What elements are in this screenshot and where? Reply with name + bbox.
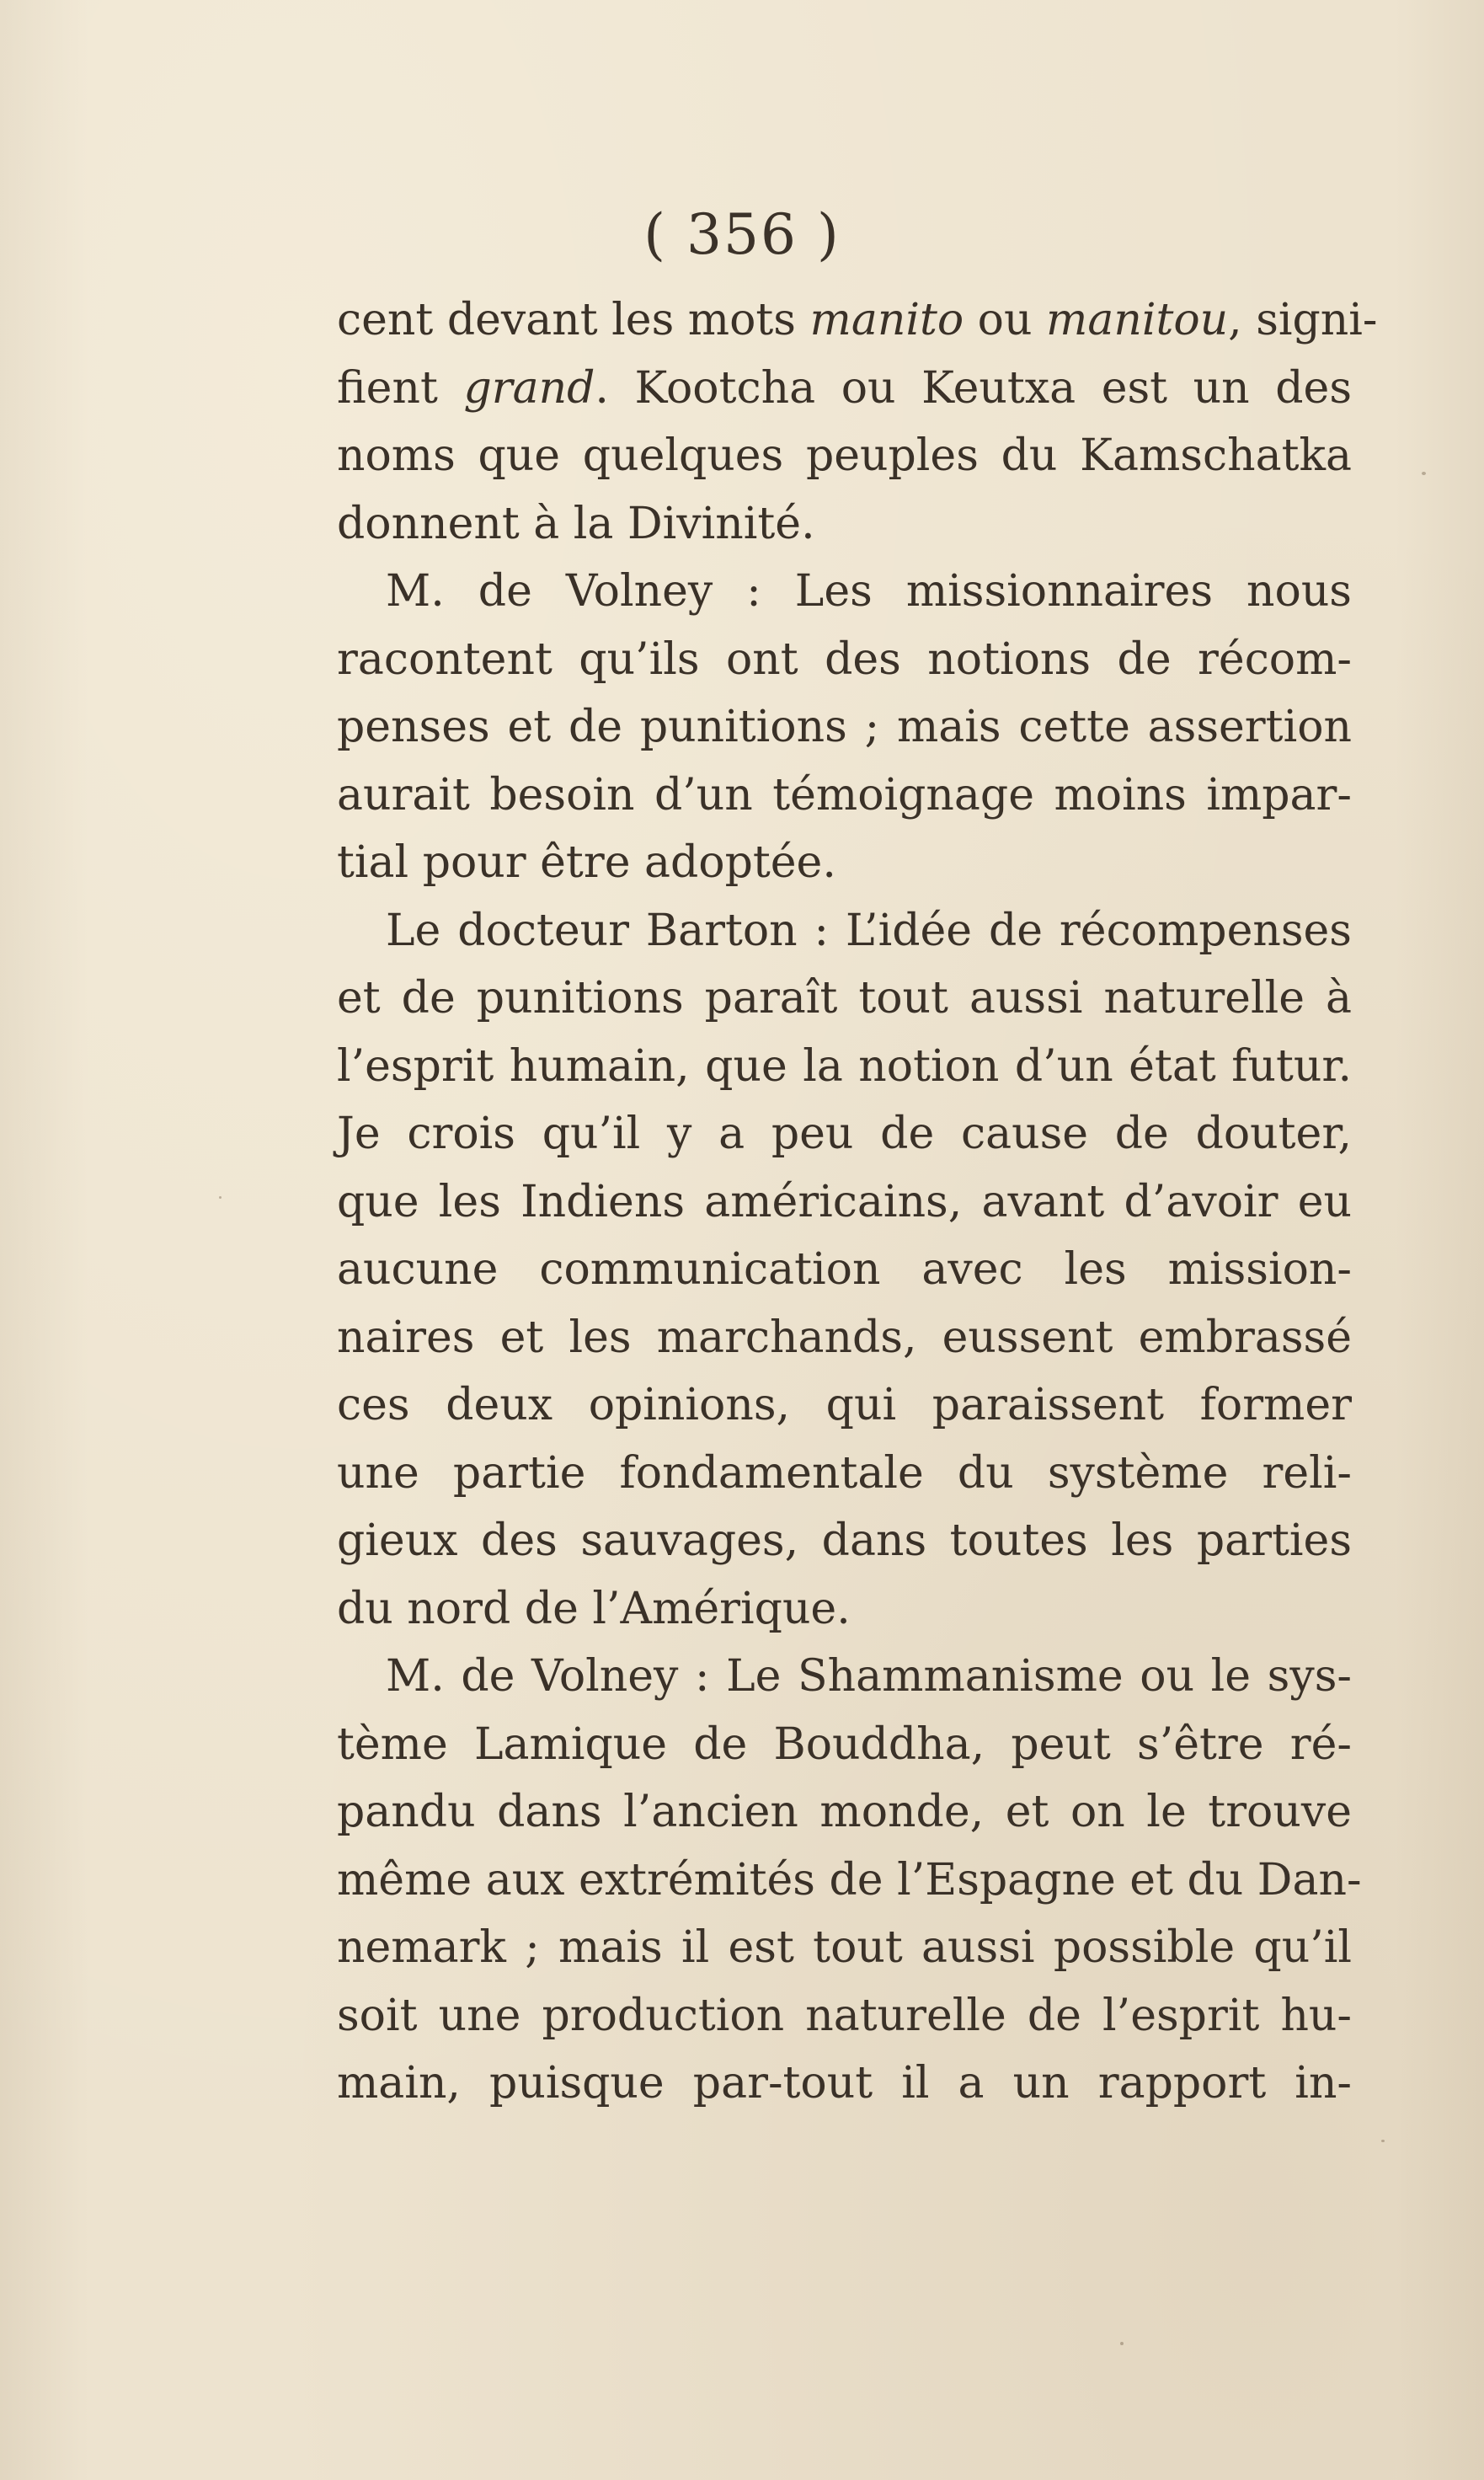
text-line <box>337 1507 1352 1575</box>
text-line <box>337 1236 1352 1304</box>
text-line <box>337 1643 1352 1711</box>
text-line <box>337 1982 1352 2050</box>
text-line <box>337 1914 1352 1982</box>
text-segment: noms que quelques peuples du Kamschatka <box>337 430 1352 481</box>
text-line <box>337 626 1352 694</box>
text-segment: nemark ; mais il est tout aussi possible qu’il <box>337 1922 1352 1973</box>
italic-word: manitou <box>1046 295 1229 345</box>
text-segment: donnent à la Divinité. <box>337 498 815 549</box>
paper-speck <box>219 1196 222 1199</box>
text-line <box>337 1778 1352 1847</box>
text-segment: penses et de punitions ; mais cette assertion <box>337 702 1352 752</box>
text-segment: racontent qu’ils ont des notions de récom- <box>337 633 1352 685</box>
paper-speck <box>1422 472 1426 475</box>
text-line <box>337 1033 1352 1101</box>
text-segment: aurait besoin d’un témoignage moins impar- <box>337 769 1352 820</box>
text-line <box>337 829 1352 897</box>
page-number: ( 356 ) <box>643 202 841 267</box>
text-segment: soit une production naturelle de l’esprit hu- <box>337 1990 1352 2041</box>
text-line <box>337 490 1352 559</box>
text-line <box>337 965 1352 1033</box>
text-segment: une partie fondamentale du système reli- <box>337 1447 1352 1499</box>
text-line <box>337 897 1352 965</box>
text-line <box>337 558 1352 626</box>
text-line <box>337 1711 1352 1779</box>
text-segment: . Kootcha ou Keutxa est un des <box>595 362 1353 414</box>
text-segment: même aux extrémités de l’Espagne et du Dan- <box>337 1854 1362 1905</box>
text-segment: tème Lamique de Bouddha, peut s’être ré- <box>337 1718 1352 1770</box>
text-line <box>337 1440 1352 1508</box>
text-segment: M. de Volney : Les missionnaires nous <box>386 566 1352 617</box>
text-line <box>337 1304 1352 1372</box>
text-segment: , signi- <box>1228 295 1378 345</box>
text-segment: cent devant les mots <box>337 295 810 345</box>
text-segment: et de punitions paraît tout aussi naturelle à <box>337 973 1352 1024</box>
text-line <box>337 1371 1352 1440</box>
text-segment: pandu dans l’ancien monde, et on le trouve <box>337 1787 1352 1837</box>
text-line <box>337 762 1352 830</box>
text-line <box>337 355 1352 423</box>
text-segment: aucune communication avec les mission- <box>337 1244 1352 1295</box>
text-segment: naires et les marchands, eussent embrassé <box>337 1312 1352 1363</box>
text-segment: ces deux opinions, qui paraissent former <box>337 1380 1352 1430</box>
paper-speck <box>1120 2342 1124 2345</box>
text-segment: M. de Volney : Le Shammanisme ou le sys- <box>386 1651 1352 1702</box>
body-text <box>337 286 1378 2118</box>
text-segment: que les Indiens américains, avant d’avoir eu <box>337 1176 1352 1227</box>
text-line <box>337 1100 1352 1168</box>
text-line <box>337 1847 1362 1915</box>
text-line <box>337 1575 1352 1644</box>
text-segment: Le docteur Barton : L’idée de récompenses <box>386 905 1352 956</box>
text-segment: du nord de l’Amérique. <box>337 1583 851 1634</box>
text-segment: fient <box>337 362 464 414</box>
text-line <box>337 693 1352 762</box>
italic-word: grand <box>463 362 595 414</box>
text-line <box>337 422 1352 490</box>
text-segment: l’esprit humain, que la notion d’un état futur. <box>337 1040 1352 1092</box>
text-segment: Je crois qu’il y a peu de cause de douter, <box>337 1109 1352 1159</box>
text-line <box>337 286 1378 355</box>
text-line <box>337 1168 1352 1237</box>
paper-speck <box>1381 2140 1385 2142</box>
text-segment: tial pour être adoptée. <box>337 837 836 888</box>
italic-word: manito <box>809 295 964 345</box>
text-segment: gieux des sauvages, dans toutes les parties <box>337 1515 1352 1566</box>
text-line <box>337 2050 1352 2118</box>
text-segment: ou <box>964 295 1047 345</box>
text-segment: main, puisque par-tout il a un rapport in- <box>337 2058 1352 2109</box>
